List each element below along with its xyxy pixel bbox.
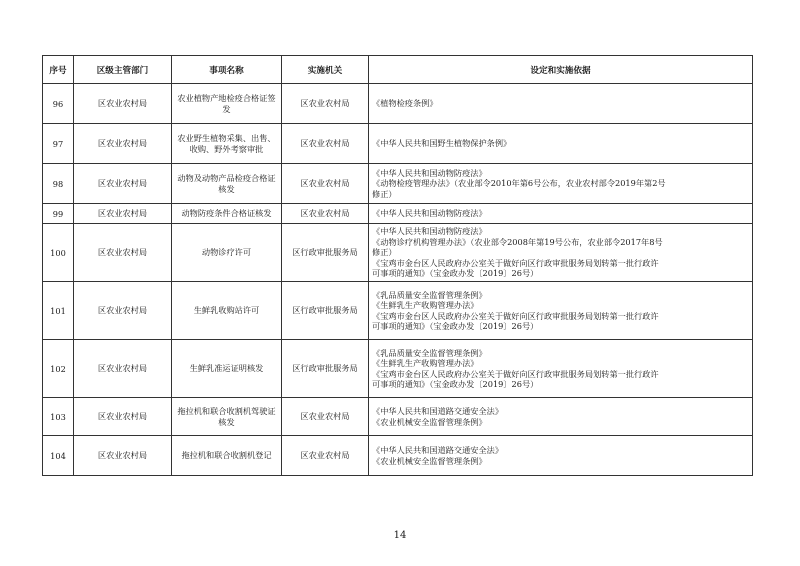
basis-line: 《生鲜乳生产收购管理办法》 bbox=[372, 358, 479, 368]
basis-line: 可事项的通知》（宝金政办发〔2019〕26号） bbox=[372, 379, 539, 389]
basis-line: 《中华人民共和国动物防疫法》 bbox=[372, 208, 487, 219]
row-agency: 区农业农村局 bbox=[282, 436, 369, 476]
row-number: 103 bbox=[43, 398, 74, 436]
basis-line: 《乳品质量安全监督管理条例》 bbox=[372, 289, 487, 300]
row-agency: 区行政审批服务局 bbox=[282, 340, 369, 398]
row-basis bbox=[369, 436, 753, 476]
basis-line: 《生鲜乳生产收购管理办法》 bbox=[372, 300, 479, 310]
table-row bbox=[43, 204, 753, 224]
row-item: 动物及动物产品检疫合格证核发 bbox=[172, 164, 282, 204]
basis-line: 《动物诊疗机构管理办法》（农业部令2008年第19号公布，农业部令2017年8号 bbox=[372, 236, 663, 247]
row-number: 99 bbox=[43, 204, 74, 224]
row-item: 拖拉机和联合收割机登记 bbox=[172, 436, 282, 476]
basis-line: 《中华人民共和国道路交通安全法》 bbox=[372, 406, 504, 416]
table-header-row bbox=[43, 56, 753, 84]
basis-line: 修正） bbox=[372, 188, 397, 199]
row-item: 动物诊疗许可 bbox=[172, 224, 282, 282]
basis-line: 《中华人民共和国动物防疫法》 bbox=[372, 226, 487, 237]
row-dept: 区农业农村局 bbox=[74, 340, 172, 398]
basis-line: 《农业机械安全监督管理条例》 bbox=[372, 455, 487, 466]
table-row bbox=[43, 224, 753, 282]
header-no: 序号 bbox=[43, 56, 74, 84]
row-item: 生鲜乳准运证明核发 bbox=[172, 340, 282, 398]
row-number: 100 bbox=[43, 224, 74, 282]
row-dept: 区农业农村局 bbox=[74, 124, 172, 164]
row-dept: 区农业农村局 bbox=[74, 282, 172, 340]
row-dept: 区农业农村局 bbox=[74, 436, 172, 476]
row-basis bbox=[369, 164, 753, 204]
table-row bbox=[43, 124, 753, 164]
row-dept: 区农业农村局 bbox=[74, 224, 172, 282]
items-table bbox=[42, 55, 753, 476]
row-agency: 区农业农村局 bbox=[282, 124, 369, 164]
row-item: 拖拉机和联合收割机驾驶证核发 bbox=[172, 398, 282, 436]
table-row bbox=[43, 164, 753, 204]
row-basis bbox=[369, 84, 753, 124]
row-number: 96 bbox=[43, 84, 74, 124]
basis-line: 《中华人民共和国动物防疫法》 bbox=[372, 167, 487, 178]
header-item: 事项名称 bbox=[172, 56, 282, 84]
table-row bbox=[43, 282, 753, 340]
basis-line: 可事项的通知》（宝金政办发〔2019〕26号） bbox=[372, 268, 539, 279]
row-item: 农业野生植物采集、出售、收购、野外考察审批 bbox=[172, 124, 282, 164]
header-basis: 设定和实施依据 bbox=[369, 56, 753, 84]
row-item: 动物防疫条件合格证核发 bbox=[172, 204, 282, 224]
table-row bbox=[43, 436, 753, 476]
table-row bbox=[43, 398, 753, 436]
basis-line: 修正） bbox=[372, 247, 397, 258]
row-number: 98 bbox=[43, 164, 74, 204]
basis-line: 《中华人民共和国野生植物保护条例》 bbox=[372, 138, 512, 149]
row-number: 102 bbox=[43, 340, 74, 398]
row-agency: 区行政审批服务局 bbox=[282, 282, 369, 340]
header-dept: 区级主管部门 bbox=[74, 56, 172, 84]
row-agency: 区农业农村局 bbox=[282, 164, 369, 204]
basis-line: 《动物检疫管理办法》（农业部令2010年第6号公布，农业农村部令2019年第2号 bbox=[372, 178, 666, 189]
basis-line: 《乳品质量安全监督管理条例》 bbox=[372, 347, 487, 358]
basis-line: 《宝鸡市金台区人民政府办公室关于做好向区行政审批服务局划转第一批行政许 bbox=[372, 257, 659, 268]
row-number: 97 bbox=[43, 124, 74, 164]
row-agency: 区农业农村局 bbox=[282, 204, 369, 224]
page-number: 14 bbox=[393, 530, 407, 541]
row-agency: 区农业农村局 bbox=[282, 84, 369, 124]
basis-line: 《农业机械安全监督管理条例》 bbox=[372, 416, 487, 427]
row-basis bbox=[369, 124, 753, 164]
table-row bbox=[43, 340, 753, 398]
row-number: 104 bbox=[43, 436, 74, 476]
row-dept: 区农业农村局 bbox=[74, 164, 172, 204]
row-basis bbox=[369, 224, 753, 282]
basis-line: 可事项的通知》（宝金政办发〔2019〕26号） bbox=[372, 321, 539, 331]
basis-line: 《植物检疫条例》 bbox=[372, 98, 438, 109]
table-row bbox=[43, 84, 753, 124]
row-agency: 区农业农村局 bbox=[282, 398, 369, 436]
row-dept: 区农业农村局 bbox=[74, 84, 172, 124]
row-agency: 区行政审批服务局 bbox=[282, 224, 369, 282]
row-basis bbox=[369, 204, 753, 224]
basis-line: 《宝鸡市金台区人民政府办公室关于做好向区行政审批服务局划转第一批行政许 bbox=[372, 368, 659, 379]
row-basis bbox=[369, 340, 753, 398]
basis-line: 《中华人民共和国道路交通安全法》 bbox=[372, 445, 504, 455]
row-item: 农业植物产地检疫合格证签发 bbox=[172, 84, 282, 124]
row-item: 生鲜乳收购站许可 bbox=[172, 282, 282, 340]
row-dept: 区农业农村局 bbox=[74, 398, 172, 436]
row-dept: 区农业农村局 bbox=[74, 204, 172, 224]
row-number: 101 bbox=[43, 282, 74, 340]
header-agency: 实施机关 bbox=[282, 56, 369, 84]
basis-line: 《宝鸡市金台区人民政府办公室关于做好向区行政审批服务局划转第一批行政许 bbox=[372, 310, 659, 321]
row-basis bbox=[369, 282, 753, 340]
row-basis bbox=[369, 398, 753, 436]
